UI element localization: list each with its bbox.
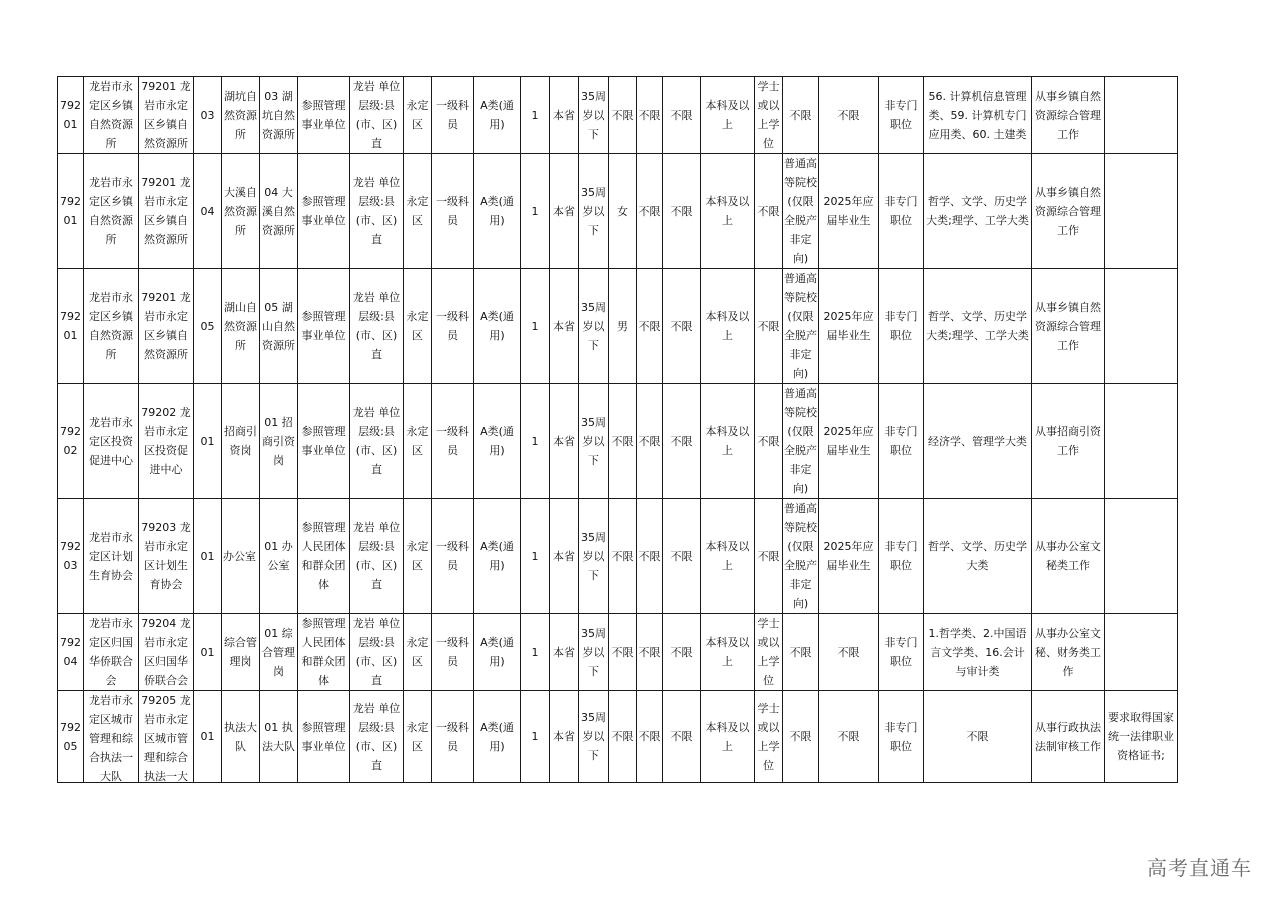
politics-cell: 不限	[663, 384, 701, 499]
school-type-cell: 不限	[783, 691, 819, 783]
dept-name-cell: 龙岩市永定区乡镇自然资源所	[84, 269, 139, 384]
unit-cell	[139, 691, 194, 783]
level-cell: 龙岩 单位层级:县(市、区)直	[350, 77, 404, 154]
category-cell: A类(通用)	[474, 154, 521, 269]
other-req-cell: 不限	[819, 691, 879, 783]
level-cell: 龙岩 单位层级:县(市、区)直	[350, 269, 404, 384]
post-name-cell: 湖坑自然资源所	[222, 77, 260, 154]
level-cell: 龙岩 单位层级:县(市、区)直	[350, 154, 404, 269]
ethnicity-cell: 不限	[637, 269, 663, 384]
gender-cell: 不限	[609, 614, 637, 691]
degree-cell: 不限	[755, 269, 783, 384]
major-cell: 1.哲学类、2.中国语言文学类、16.会计与审计类	[924, 614, 1032, 691]
domicile-cell: 本省	[550, 269, 579, 384]
rank-cell: 一级科员	[432, 269, 474, 384]
dept-name-cell: 龙岩市永定区归国华侨联合会	[84, 614, 139, 691]
category-cell: A类(通用)	[474, 614, 521, 691]
post-code-cell: 03	[194, 77, 222, 154]
other-req-cell: 2025年应届毕业生	[819, 384, 879, 499]
table-row	[58, 384, 1178, 499]
other-req-cell: 不限	[819, 614, 879, 691]
education-cell: 本科及以上	[701, 77, 755, 154]
ethnicity-cell: 不限	[637, 499, 663, 614]
ethnicity-cell: 不限	[637, 154, 663, 269]
age-cell: 35周岁以下	[579, 269, 609, 384]
dept-name-cell: 龙岩市永定区计划生育协会	[84, 499, 139, 614]
dept-name-text: 龙岩市永定区城市管理和综合执法一大队	[89, 694, 133, 782]
degree-cell: 学士或以上学位	[755, 614, 783, 691]
major-cell: 不限	[924, 691, 1032, 783]
gender-cell: 不限	[609, 691, 637, 783]
unit-type-cell: 参照管理事业单位	[298, 384, 350, 499]
area-cell: 永定区	[404, 154, 432, 269]
dept-name-cell	[84, 691, 139, 783]
table-row	[58, 269, 1178, 384]
post-name-cell: 湖山自然资源所	[222, 269, 260, 384]
unit-type-cell: 参照管理人民团体和群众团体	[298, 499, 350, 614]
education-cell: 本科及以上	[701, 384, 755, 499]
ethnicity-cell: 不限	[637, 384, 663, 499]
major-cell: 经济学、管理学大类	[924, 384, 1032, 499]
area-cell: 永定区	[404, 691, 432, 783]
politics-cell: 不限	[663, 269, 701, 384]
gender-cell: 不限	[609, 384, 637, 499]
duty-cell: 从事办公室文秘类工作	[1032, 499, 1105, 614]
major-cell: 56. 计算机信息管理类、59. 计算机专门应用类、60. 土建类	[924, 77, 1032, 154]
post-name-cell: 执法大队	[222, 691, 260, 783]
post-full-cell: 01 招商引资岗	[260, 384, 298, 499]
age-cell: 35周岁以下	[579, 384, 609, 499]
unit-text: 79205 龙岩市永定区城市管理和综合执法一大	[141, 694, 191, 782]
duty-cell: 从事乡镇自然资源综合管理工作	[1032, 77, 1105, 154]
post-code-cell: 01	[194, 384, 222, 499]
dept-code-cell: 79201	[58, 77, 84, 154]
post-name-cell: 招商引资岗	[222, 384, 260, 499]
rank-cell: 一级科员	[432, 691, 474, 783]
age-cell: 35周岁以下	[579, 154, 609, 269]
post-name-cell: 办公室	[222, 499, 260, 614]
age-cell: 35周岁以下	[579, 614, 609, 691]
note-cell	[1105, 154, 1178, 269]
school-type-cell: 普通高等院校(仅限全脱产非定向)	[783, 269, 819, 384]
note-cell	[1105, 269, 1178, 384]
duty-cell: 从事乡镇自然资源综合管理工作	[1032, 154, 1105, 269]
degree-cell: 学士或以上学位	[755, 691, 783, 783]
dept-name-cell: 龙岩市永定区乡镇自然资源所	[84, 154, 139, 269]
dept-code-cell: 79204	[58, 614, 84, 691]
area-cell: 永定区	[404, 77, 432, 154]
post-full-cell: 03 湖坑自然资源所	[260, 77, 298, 154]
post-code-cell: 05	[194, 269, 222, 384]
note-cell	[1105, 77, 1178, 154]
rank-cell: 一级科员	[432, 77, 474, 154]
area-cell: 永定区	[404, 269, 432, 384]
dept-name-cell: 龙岩市永定区投资促进中心	[84, 384, 139, 499]
domicile-cell: 本省	[550, 499, 579, 614]
politics-cell: 不限	[663, 614, 701, 691]
domicile-cell: 本省	[550, 614, 579, 691]
education-cell: 本科及以上	[701, 154, 755, 269]
domicile-cell: 本省	[550, 691, 579, 783]
level-cell: 龙岩 单位层级:县(市、区)直	[350, 614, 404, 691]
note-cell	[1105, 499, 1178, 614]
post-nature-cell: 非专门职位	[879, 691, 924, 783]
ethnicity-cell: 不限	[637, 691, 663, 783]
ethnicity-cell: 不限	[637, 614, 663, 691]
post-full-cell: 01 执法大队	[260, 691, 298, 783]
area-cell: 永定区	[404, 614, 432, 691]
post-nature-cell: 非专门职位	[879, 77, 924, 154]
level-cell: 龙岩 单位层级:县(市、区)直	[350, 499, 404, 614]
table-row	[58, 499, 1178, 614]
duty-cell: 从事招商引资工作	[1032, 384, 1105, 499]
post-full-cell: 05 湖山自然资源所	[260, 269, 298, 384]
post-nature-cell: 非专门职位	[879, 614, 924, 691]
unit-cell: 79201 龙岩市永定区乡镇自然资源所	[139, 154, 194, 269]
unit-type-cell: 参照管理人民团体和群众团体	[298, 614, 350, 691]
unit-cell: 79204 龙岩市永定区归国华侨联合会	[139, 614, 194, 691]
table-row	[58, 614, 1178, 691]
category-cell: A类(通用)	[474, 384, 521, 499]
unit-type-cell: 参照管理事业单位	[298, 77, 350, 154]
table-row	[58, 154, 1178, 269]
post-code-cell: 01	[194, 614, 222, 691]
ethnicity-cell: 不限	[637, 77, 663, 154]
table-row	[58, 691, 1178, 783]
unit-type-cell: 参照管理事业单位	[298, 691, 350, 783]
education-cell: 本科及以上	[701, 691, 755, 783]
school-type-cell: 普通高等院校(仅限全脱产非定向)	[783, 499, 819, 614]
domicile-cell: 本省	[550, 77, 579, 154]
post-code-cell: 01	[194, 499, 222, 614]
count-cell: 1	[521, 384, 550, 499]
education-cell: 本科及以上	[701, 499, 755, 614]
school-type-cell: 普通高等院校(仅限全脱产非定向)	[783, 384, 819, 499]
education-cell: 本科及以上	[701, 614, 755, 691]
age-cell: 35周岁以下	[579, 77, 609, 154]
politics-cell: 不限	[663, 77, 701, 154]
degree-cell: 不限	[755, 384, 783, 499]
count-cell: 1	[521, 691, 550, 783]
unit-cell: 79201 龙岩市永定区乡镇自然资源所	[139, 77, 194, 154]
rank-cell: 一级科员	[432, 499, 474, 614]
area-cell: 永定区	[404, 499, 432, 614]
degree-cell: 学士或以上学位	[755, 77, 783, 154]
post-name-cell: 综合管理岗	[222, 614, 260, 691]
rank-cell: 一级科员	[432, 384, 474, 499]
gender-cell: 女	[609, 154, 637, 269]
school-type-cell: 不限	[783, 614, 819, 691]
major-cell: 哲学、文学、历史学大类;理学、工学大类	[924, 154, 1032, 269]
education-cell: 本科及以上	[701, 269, 755, 384]
gender-cell: 不限	[609, 77, 637, 154]
domicile-cell: 本省	[550, 154, 579, 269]
rank-cell: 一级科员	[432, 154, 474, 269]
dept-name-cell: 龙岩市永定区乡镇自然资源所	[84, 77, 139, 154]
category-cell: A类(通用)	[474, 269, 521, 384]
degree-cell: 不限	[755, 499, 783, 614]
note-cell	[1105, 384, 1178, 499]
count-cell: 1	[521, 614, 550, 691]
school-type-cell: 不限	[783, 77, 819, 154]
category-cell: A类(通用)	[474, 499, 521, 614]
category-cell: A类(通用)	[474, 77, 521, 154]
job-listing-table	[57, 76, 1178, 783]
unit-cell: 79203 龙岩市永定区计划生育协会	[139, 499, 194, 614]
post-code-cell: 01	[194, 691, 222, 783]
age-cell: 35周岁以下	[579, 499, 609, 614]
age-cell: 35周岁以下	[579, 691, 609, 783]
degree-cell: 不限	[755, 154, 783, 269]
note-cell	[1105, 614, 1178, 691]
duty-cell: 从事行政执法法制审核工作	[1032, 691, 1105, 783]
post-nature-cell: 非专门职位	[879, 269, 924, 384]
dept-code-cell: 79201	[58, 154, 84, 269]
table-row	[58, 77, 1178, 154]
unit-type-cell: 参照管理事业单位	[298, 154, 350, 269]
other-req-cell: 2025年应届毕业生	[819, 499, 879, 614]
category-cell: A类(通用)	[474, 691, 521, 783]
gender-cell: 男	[609, 269, 637, 384]
major-cell: 哲学、文学、历史学大类	[924, 499, 1032, 614]
politics-cell: 不限	[663, 499, 701, 614]
gender-cell: 不限	[609, 499, 637, 614]
area-cell: 永定区	[404, 384, 432, 499]
level-cell: 龙岩 单位层级:县(市、区)直	[350, 384, 404, 499]
post-nature-cell: 非专门职位	[879, 154, 924, 269]
politics-cell: 不限	[663, 691, 701, 783]
post-full-cell: 01 办公室	[260, 499, 298, 614]
domicile-cell: 本省	[550, 384, 579, 499]
dept-code-cell: 79205	[58, 691, 84, 783]
unit-cell: 79201 龙岩市永定区乡镇自然资源所	[139, 269, 194, 384]
post-full-cell: 01 综合管理岗	[260, 614, 298, 691]
unit-type-cell: 参照管理事业单位	[298, 269, 350, 384]
unit-cell: 79202 龙岩市永定区投资促进中心	[139, 384, 194, 499]
post-nature-cell: 非专门职位	[879, 499, 924, 614]
other-req-cell: 2025年应届毕业生	[819, 154, 879, 269]
post-name-cell: 大溪自然资源所	[222, 154, 260, 269]
rank-cell: 一级科员	[432, 614, 474, 691]
post-code-cell: 04	[194, 154, 222, 269]
politics-cell: 不限	[663, 154, 701, 269]
other-req-cell: 2025年应届毕业生	[819, 269, 879, 384]
post-nature-cell: 非专门职位	[879, 384, 924, 499]
major-cell: 哲学、文学、历史学大类;理学、工学大类	[924, 269, 1032, 384]
duty-cell: 从事乡镇自然资源综合管理工作	[1032, 269, 1105, 384]
dept-code-cell: 79203	[58, 499, 84, 614]
count-cell: 1	[521, 269, 550, 384]
count-cell: 1	[521, 499, 550, 614]
dept-code-cell: 79202	[58, 384, 84, 499]
duty-cell: 从事办公室文秘、财务类工作	[1032, 614, 1105, 691]
count-cell: 1	[521, 154, 550, 269]
level-cell: 龙岩 单位层级:县(市、区)直	[350, 691, 404, 783]
dept-code-cell: 79201	[58, 269, 84, 384]
note-cell: 要求取得国家统一法律职业资格证书;	[1105, 691, 1178, 783]
school-type-cell: 普通高等院校(仅限全脱产非定向)	[783, 154, 819, 269]
watermark-text: 高考直通车	[1147, 856, 1252, 880]
other-req-cell: 不限	[819, 77, 879, 154]
post-full-cell: 04 大溪自然资源所	[260, 154, 298, 269]
count-cell: 1	[521, 77, 550, 154]
